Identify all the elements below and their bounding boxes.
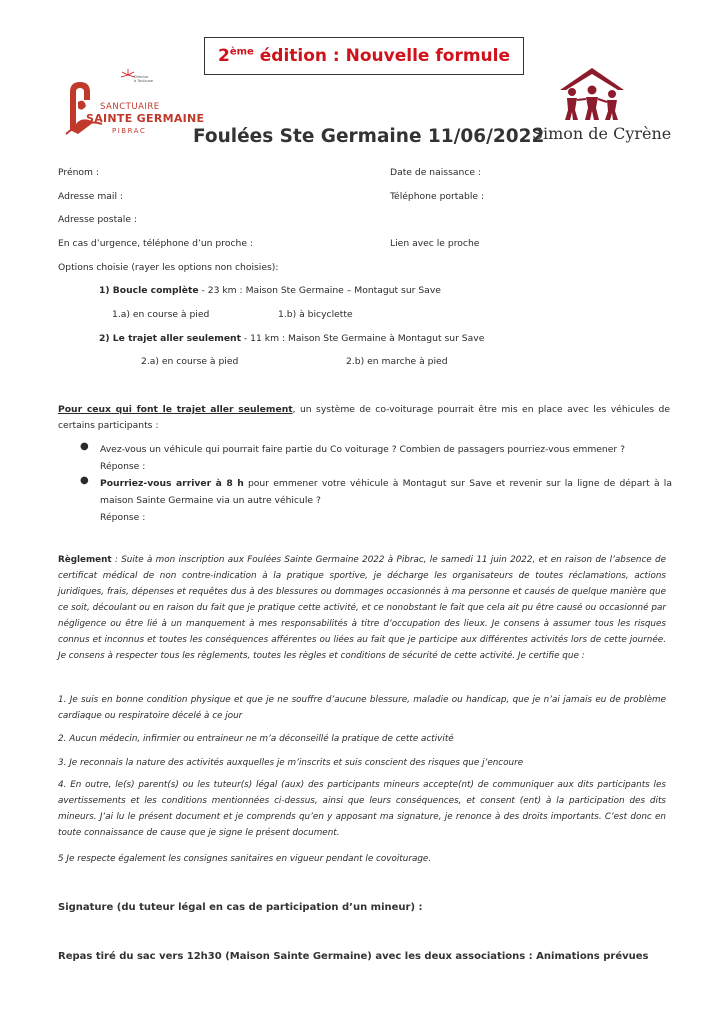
date-naissance-label: Date de naissance : (390, 167, 482, 178)
simon-de-cyrene-logo-icon (558, 66, 628, 125)
adresse-mail-label: Adresse mail : (58, 191, 124, 202)
page-title: Foulées Ste Germaine 11/06/2022 (193, 126, 545, 147)
lien-label: Lien avec le proche (390, 238, 480, 249)
reglement-point-4: 4. En outre, le(s) parent(s) ou les tuteur(s) légal (aux) des participants mineurs accepte(nt) de communiquer aux dits participants les avertissements et les conditions mentionnées ci-dessus, ainsi que leurs conséquences, et consent (ent) à la participation des dits mineurs. J’ai lu le présent document et je comprends qu’en y apposant ma signature, je renonce à des droits importants. C’est donc en toute connaissance de cause que je signe le présent document. (58, 780, 666, 838)
reglement-point-1: 1. Je suis en bonne condition physique et que je ne souffre d’aucune blessure, maladie ou handicap, que je n’ai jamais eu de problème cardiaque ou respiratoire décelé à ce jour (58, 695, 666, 721)
logo-line1: SANCTUAIRE (100, 102, 160, 112)
bullet-dot: ● (80, 441, 89, 452)
telephone-label: Téléphone portable : (390, 191, 485, 202)
question-arrivee: Pourriez-vous arriver à 8 h pour emmener votre véhicule à Montagut sur Save et revenir sur la ligne de départ à la maison Sainte Germaine via un autre véhicule ? Réponse : (100, 478, 672, 523)
logo-line2: SAINTE GERMAINE (86, 112, 205, 125)
signature-label: Signature (du tuteur légal en cas de participation d’un mineur) : (58, 902, 423, 913)
edition-banner (204, 37, 524, 75)
reglement-point-5: 5 Je respecte également les consignes sanitaires en vigueur pendant le covoiturage. (58, 854, 432, 864)
options-intro: Options choisie (rayer les options non choisies): (58, 262, 279, 273)
urgence-label: En cas d’urgence, téléphone d’un proche : (58, 238, 254, 249)
director-note: Director à Toulouse (134, 75, 153, 83)
sanctuaire-logo-icon (64, 78, 104, 141)
bullet-dot: ● (80, 475, 89, 486)
simon-de-cyrene-name: Simon de Cyrène (532, 124, 672, 143)
option-1a: 1.a) en course à pied (112, 309, 210, 320)
logo-line3: PIBRAC (112, 127, 147, 135)
option-1: 1) Boucle complète - 23 km : Maison Ste Germaine – Montagut sur Save (99, 285, 441, 296)
adresse-postale-label: Adresse postale : (58, 214, 138, 225)
option-2b: 2.b) en marche à pied (346, 356, 448, 367)
question-vehicule: Avez-vous un véhicule qui pourrait faire partie du Co voiturage ? Combien de passagers pourriez-vous emmener ? Réponse : (100, 444, 625, 472)
banner-text: 2ème édition : Nouvelle formule (218, 46, 510, 66)
prenom-label: Prénom : (58, 167, 100, 178)
reglement-point-2: 2. Aucun médecin, infirmier ou entraineur ne m’a déconseillé la pratique de cette activité (58, 734, 454, 744)
reglement-paragraph: Règlement : Suite à mon inscription aux Foulées Sainte Germaine 2022 à Pibrac, le samedi 11 juin 2022, et en raison de l’absence de certificat médical de non contre-indication à la pratique sportive, je décharge les organisateurs de toutes réclamations, actions juridiques, frais, dépenses et requêtes dus à des blessures ou dommages occasionnés à ma personne et causés de quelque manière que ce soit, découlant ou en raison du fait que je pratique cette activité, et ce nonobstant le fait que cela ait pu être causé ou occasionné par négligence ou être lié à un manquement à mes responsabilités à titre d’occupation des lieux. Je consens à assumer tous les risques connus et inconnus et toutes les conséquences afférentes ou liées au fait que je participe aux différentes activités lors de cette journée. Je consens à respecter tous les règlements, toutes les règles et conditions de sécurité de cette activité. Je certifie que : (58, 555, 666, 661)
covoiturage-intro: Pour ceux qui font le trajet aller seulement, un système de co-voiturage pourrait être mis en place avec les véhicules de certains participants : (58, 404, 670, 431)
repas-note: Repas tiré du sac vers 12h30 (Maison Sainte Germaine) avec les deux associations : Animations prévues (58, 951, 649, 962)
option-2: 2) Le trajet aller seulement - 11 km : Maison Ste Germaine à Montagut sur Save (99, 333, 485, 344)
option-2a: 2.a) en course à pied (141, 356, 239, 367)
option-1b: 1.b) à bicyclette (278, 309, 353, 320)
reglement-point-3: 3. Je reconnais la nature des activités auxquelles je m’inscrits et suis conscient des risques que j’encoure (58, 758, 524, 768)
